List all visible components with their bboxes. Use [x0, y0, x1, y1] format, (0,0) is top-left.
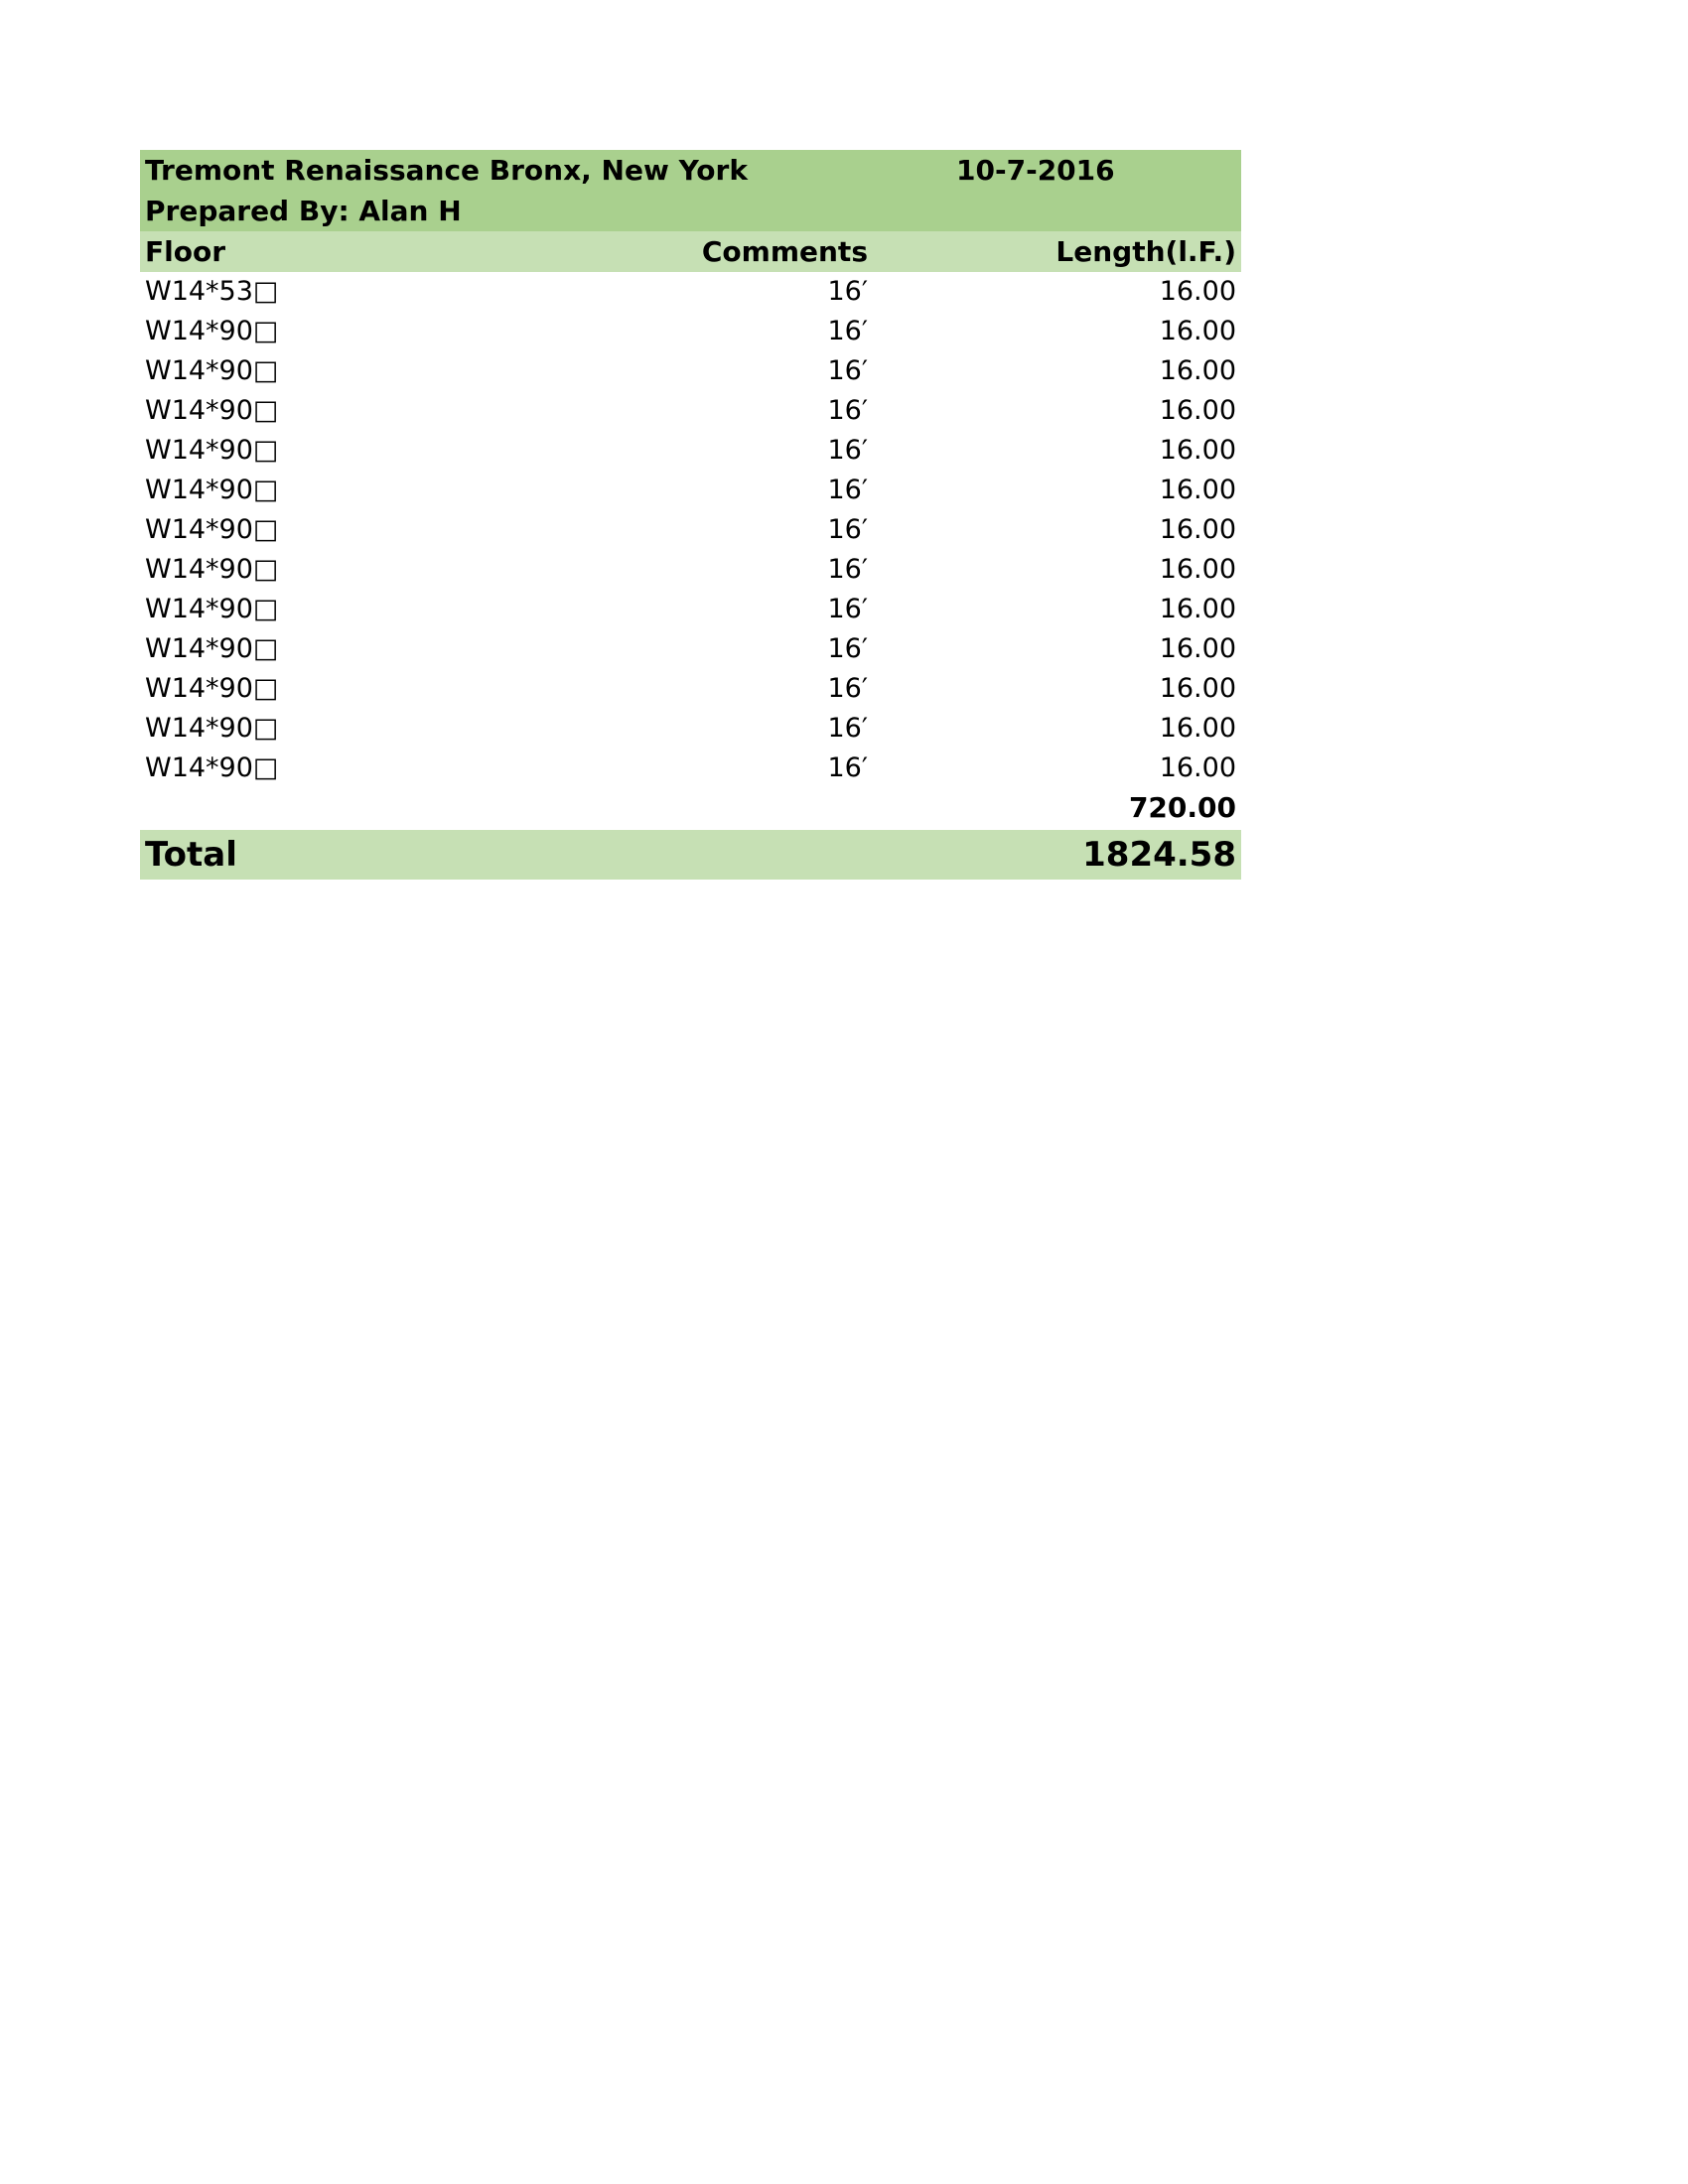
length-cell: 16.00	[1159, 276, 1236, 307]
floor-cell: W14*90□	[145, 355, 279, 386]
total-value: 1824.58	[1082, 835, 1236, 875]
length-cell: 16.00	[1159, 752, 1236, 783]
length-cell: 16.00	[1159, 475, 1236, 505]
comments-cell: 16′	[827, 475, 868, 505]
floor-cell: W14*53□	[145, 276, 279, 307]
floor-cell: W14*90□	[145, 673, 279, 704]
table-row	[140, 351, 1241, 391]
floor-cell: W14*90□	[145, 554, 279, 585]
comments-cell: 16′	[827, 752, 868, 783]
column-header-comments: Comments	[701, 235, 868, 268]
floor-cell: W14*90□	[145, 594, 279, 624]
report-date: 10-7-2016	[956, 154, 1115, 187]
table-row	[140, 312, 1241, 351]
subtotal-value: 720.00	[1128, 791, 1236, 824]
column-header-length: Length(l.F.)	[1055, 235, 1236, 268]
comments-cell: 16′	[827, 435, 868, 466]
takeoff-sheet	[140, 150, 1241, 880]
floor-cell: W14*90□	[145, 316, 279, 346]
comments-cell: 16′	[827, 713, 868, 744]
comments-cell: 16′	[827, 316, 868, 346]
table-body	[140, 272, 1241, 788]
floor-cell: W14*90□	[145, 475, 279, 505]
length-cell: 16.00	[1159, 673, 1236, 704]
floor-cell: W14*90□	[145, 514, 279, 545]
table-row	[140, 510, 1241, 550]
comments-cell: 16′	[827, 355, 868, 386]
table-row	[140, 431, 1241, 471]
length-cell: 16.00	[1159, 435, 1236, 466]
column-header-floor: Floor	[145, 235, 226, 268]
comments-cell: 16′	[827, 514, 868, 545]
table-row	[140, 669, 1241, 709]
comments-cell: 16′	[827, 276, 868, 307]
subtotal-row	[140, 788, 1241, 828]
length-cell: 16.00	[1159, 633, 1236, 664]
length-cell: 16.00	[1159, 395, 1236, 426]
table-row	[140, 590, 1241, 629]
column-header-row	[140, 231, 1241, 272]
comments-cell: 16′	[827, 633, 868, 664]
table-row	[140, 749, 1241, 788]
floor-cell: W14*90□	[145, 752, 279, 783]
length-cell: 16.00	[1159, 514, 1236, 545]
table-row	[140, 391, 1241, 431]
table-row	[140, 550, 1241, 590]
length-cell: 16.00	[1159, 594, 1236, 624]
prepared-by: Prepared By: Alan H	[145, 195, 462, 227]
title-band	[140, 150, 1241, 231]
length-cell: 16.00	[1159, 355, 1236, 386]
floor-cell: W14*90□	[145, 633, 279, 664]
comments-cell: 16′	[827, 395, 868, 426]
table-row	[140, 471, 1241, 510]
comments-cell: 16′	[827, 554, 868, 585]
length-cell: 16.00	[1159, 316, 1236, 346]
length-cell: 16.00	[1159, 554, 1236, 585]
total-row	[140, 830, 1241, 880]
floor-cell: W14*90□	[145, 713, 279, 744]
table-row	[140, 709, 1241, 749]
floor-cell: W14*90□	[145, 395, 279, 426]
project-title: Tremont Renaissance Bronx, New York	[145, 154, 748, 187]
floor-cell: W14*90□	[145, 435, 279, 466]
table-row	[140, 629, 1241, 669]
comments-cell: 16′	[827, 673, 868, 704]
comments-cell: 16′	[827, 594, 868, 624]
table-row	[140, 272, 1241, 312]
length-cell: 16.00	[1159, 713, 1236, 744]
total-label: Total	[145, 835, 237, 875]
